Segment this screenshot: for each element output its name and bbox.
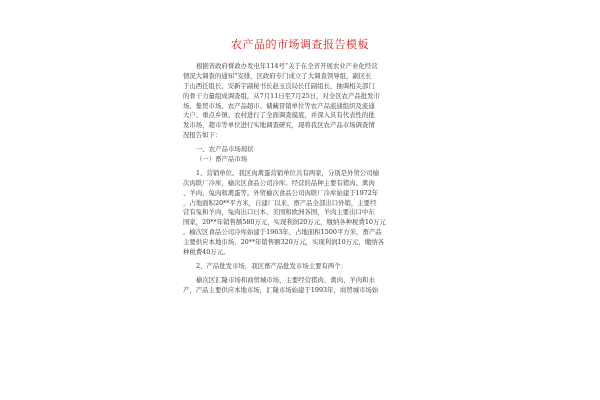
text-line: 发市场，超市等单位进行实地调查研究，现将我区农产品市场调查情 bbox=[183, 121, 375, 130]
text-line: 主要供应本地市场，20**年销售额320万元，实现利润10万元，缴纳各 bbox=[183, 238, 385, 247]
document-body bbox=[183, 62, 419, 296]
text-line: 榆次区汇隆市场和商贸城市场，主要经营猪肉、禽肉、羊肉和水 bbox=[196, 275, 375, 284]
paragraph-market-details bbox=[183, 276, 419, 296]
text-line: 。榆次区食品公司冷库始建于1963年，占地面积1500平方米，畜产品 bbox=[183, 228, 382, 237]
text-line: 况报告如下： bbox=[183, 131, 222, 140]
text-line: 国家，20**年销售额580万元，实现利润20万元，缴纳各种税费10万元 bbox=[183, 218, 386, 227]
text-line: 的骨干力量组成调查组，从7月11日至7月25日，对全区农产品批发市 bbox=[183, 91, 380, 100]
text-line: 、羊肉、兔肉和禽蛋等。外贸榆次食品公司肉联厂冷库始建于1972年 bbox=[183, 188, 379, 197]
text-line: 于山西任组长，安新宇副秘书长赵玉良局长任副组长，抽调相关部门 bbox=[183, 81, 375, 90]
text-line: 1、营销单位。我区肉禽蛋营销单位共有两家，分别是外贸公司榆 bbox=[196, 168, 380, 177]
text-line: 产，产品主要供应本地市场，汇隆市场始建于1993年，商贸城市场始 bbox=[183, 285, 379, 294]
document-title: 农产品的市场调查报告模板 bbox=[231, 38, 369, 51]
text-line: 大户、重点乡镇、农村进行了全面调查摸底，并深入具有代表性的批 bbox=[183, 111, 375, 120]
text-line: ，占地面积20**平方米，自建厂以来，畜产品全部出口外销，主要经 bbox=[183, 198, 377, 207]
text-line: 种税费40万元。 bbox=[183, 248, 230, 257]
text-line: 场、集贸市场、农产品超市、储藏冒销单位等农产品流通组织及流通 bbox=[183, 101, 375, 110]
text-line: 情况大调查的通知”安排，区政府专门成立了大调查领导组，副区长 bbox=[183, 71, 372, 80]
text-line: 次肉联厂冷库，榆次区食品公司冷库。经营的品种主要有猪肉、禽肉 bbox=[183, 178, 375, 187]
paragraph-sales-units bbox=[183, 169, 419, 258]
intro-paragraph bbox=[183, 62, 419, 141]
paragraph-wholesale-market: 2、产品批发市场，我区畜产品批发市场主要有两个： bbox=[196, 261, 348, 270]
text-line: 根据省政府督政办发电年114号“关于在全省开展农业产业化经营 bbox=[196, 62, 378, 70]
section-heading: 一、农产品市场现状 bbox=[196, 145, 254, 154]
text-line: 营有兔和羊肉，兔肉出口日本、美国和欧洲各国，羊肉主要出口中东 bbox=[183, 208, 375, 217]
subsection-heading: （一）畜产品市场 bbox=[196, 155, 248, 164]
